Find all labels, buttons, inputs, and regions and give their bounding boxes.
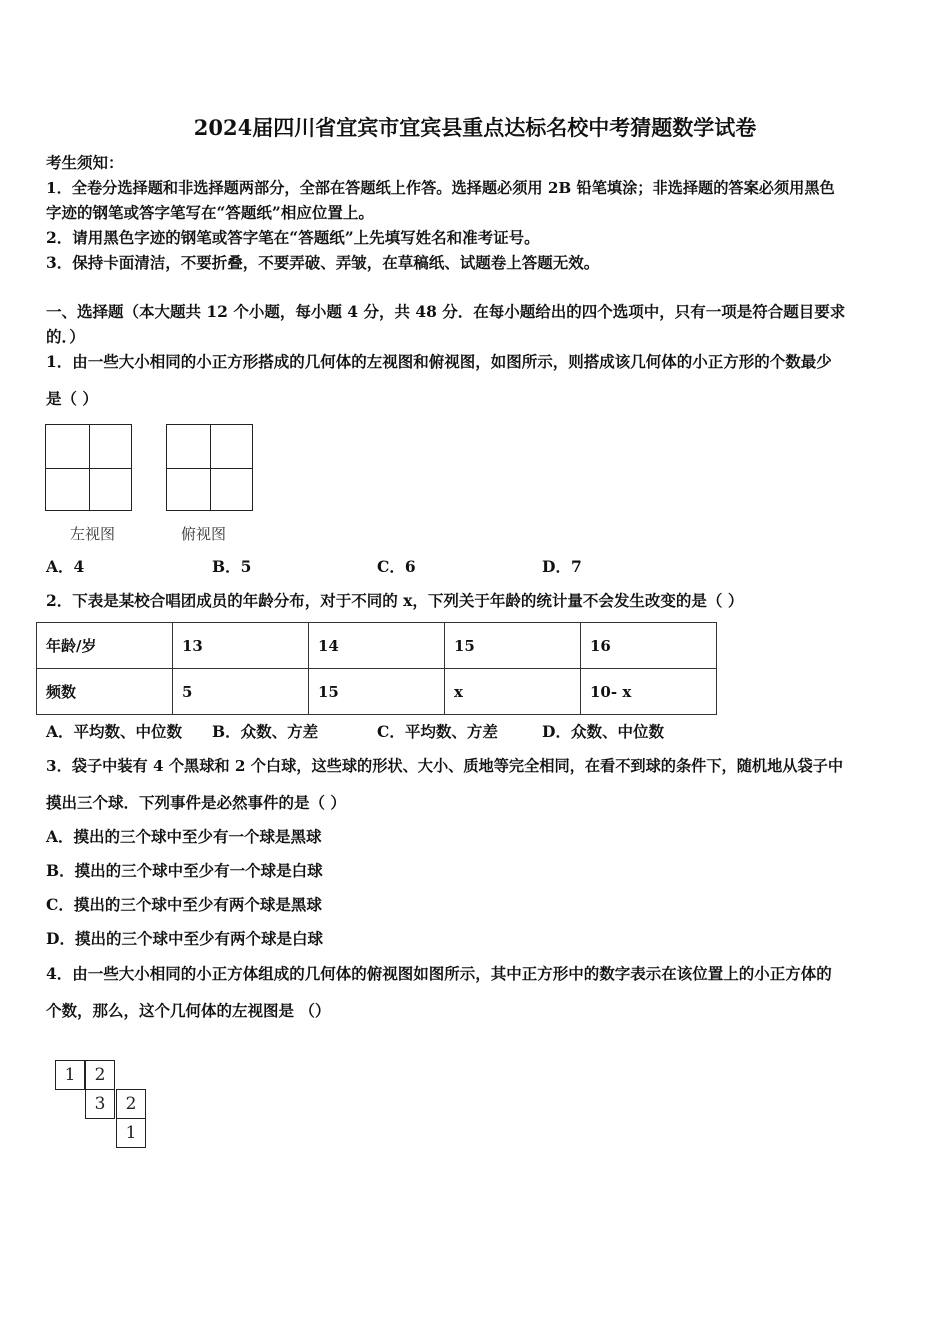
section-heading-line-2: 的．） <box>46 327 85 346</box>
grid-cell: 1 <box>116 1118 146 1148</box>
q1-top-view-caption: 俯视图 <box>181 525 227 543</box>
q3-stem-line-1: 3．袋子中装有 4 个黑球和 2 个白球，这些球的形状、大小、质地等完全相同，在看不到球的条件下，随机地从袋子中 <box>46 757 844 775</box>
notice-item-1-line-2: 字迹的钢笔或答字笔写在“答题纸”相应位置上。 <box>46 203 374 222</box>
q4-stem-line-1: 4．由一些大小相同的小正方体组成的几何体的俯视图如图所示，其中正方形中的数字表示在该位置上的小正方体的 <box>46 964 832 983</box>
q3-option-c: C．摸出的三个球中至少有两个球是黑球 <box>46 895 322 914</box>
grid-cell: 2 <box>116 1089 146 1119</box>
q3-option-b: B．摸出的三个球中至少有一个球是白球 <box>46 861 323 880</box>
q1-left-view-figure <box>45 424 132 511</box>
q1-option-b: B．5 <box>212 557 252 576</box>
table-cell: 15 <box>309 669 445 715</box>
q1-option-d: D．7 <box>542 557 582 576</box>
grid-cell: 3 <box>85 1089 115 1119</box>
q4-stem-line-2: 个数，那么，这个几何体的左视图是 （） <box>46 1001 331 1020</box>
q1-option-c: C．6 <box>377 557 416 576</box>
q2-age-table <box>36 622 717 715</box>
grid-cell: 1 <box>55 1060 85 1090</box>
q3-option-a: A．摸出的三个球中至少有一个球是黑球 <box>46 827 322 846</box>
q1-top-view-figure <box>166 424 253 511</box>
table-cell: x <box>445 669 581 715</box>
section-heading-line-1: 一、选择题（本大题共 12 个小题，每小题 4 分，共 48 分．在每小题给出的四个选项中，只有一项是符合题目要求 <box>46 302 846 321</box>
notice-item-3: 3．保持卡面清洁，不要折叠，不要弄破、弄皱，在草稿纸、试题卷上答题无效。 <box>46 253 600 272</box>
table-cell: 年龄/岁 <box>37 623 173 669</box>
notice-heading: 考生须知： <box>46 153 124 172</box>
page-title: 2024届四川省宜宾市宜宾县重点达标名校中考猜题数学试卷 <box>193 115 757 140</box>
notice-item-1-line-1: 1．全卷分选择题和非选择题两部分，全部在答题纸上作答。选择题必须用 2B 铅笔填涂；非选择题的答案必须用黑色 <box>46 179 835 197</box>
q1-stem-line-2: 是（ ） <box>46 389 98 408</box>
q1-left-view-caption: 左视图 <box>70 525 116 543</box>
notice-item-2: 2．请用黑色字迹的钢笔或答字笔在“答题纸”上先填写姓名和准考证号。 <box>46 228 540 247</box>
grid-cell: 2 <box>85 1060 115 1090</box>
q2-stem: 2．下表是某校合唱团成员的年龄分布，对于不同的 x，下列关于年龄的统计量不会发生改变的是（ ） <box>46 591 744 610</box>
table-cell: 5 <box>173 669 309 715</box>
table-row <box>37 623 717 669</box>
table-cell: 14 <box>309 623 445 669</box>
table-cell: 16 <box>581 623 717 669</box>
q1-stem-line-1: 1．由一些大小相同的小正方形搭成的几何体的左视图和俯视图，如图所示，则搭成该几何体的小正方形的个数最少 <box>46 352 832 371</box>
table-cell: 15 <box>445 623 581 669</box>
table-cell: 频数 <box>37 669 173 715</box>
q2-option-d: D．众数、中位数 <box>542 722 664 741</box>
table-cell: 13 <box>173 623 309 669</box>
q2-option-b: B．众数、方差 <box>212 722 319 741</box>
table-cell: 10- x <box>581 669 717 715</box>
table-row <box>37 669 717 715</box>
q2-option-c: C．平均数、方差 <box>377 722 498 741</box>
q3-option-d: D．摸出的三个球中至少有两个球是白球 <box>46 929 323 948</box>
q1-option-a: A．4 <box>46 557 85 576</box>
q2-option-a: A．平均数、中位数 <box>46 722 183 741</box>
q3-stem-line-2: 摸出三个球．下列事件是必然事件的是（ ） <box>46 793 346 812</box>
